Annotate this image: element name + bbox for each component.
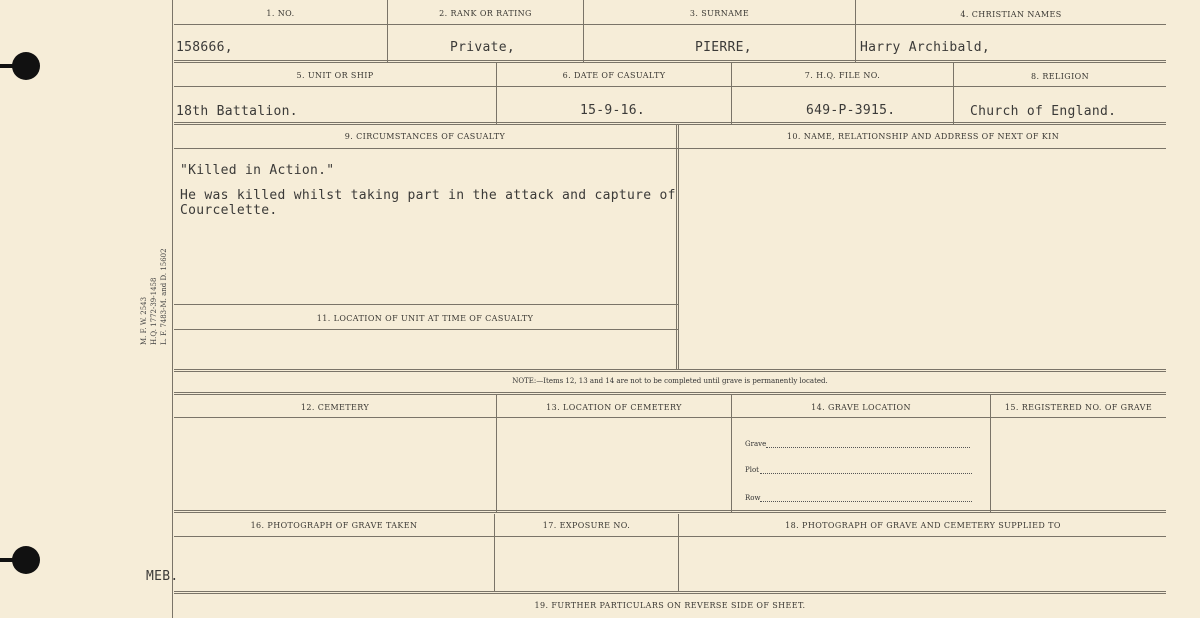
header-location-unit: 11. LOCATION OF UNIT AT TIME OF CASUALTY — [316, 314, 534, 323]
header-exposure: 17. EXPOSURE NO. — [542, 521, 631, 530]
header-cemetery: 12. CEMETERY — [300, 403, 370, 412]
rule — [174, 86, 1166, 87]
rule — [174, 536, 1166, 537]
rule — [678, 514, 679, 592]
value-circumstance-3: Courcelette. — [180, 203, 278, 218]
value-christian: Harry Archibald, — [860, 40, 991, 55]
rule — [174, 304, 678, 305]
rule — [174, 591, 1166, 594]
header-photo-taken: 16. PHOTOGRAPH OF GRAVE TAKEN — [250, 521, 418, 530]
rule — [174, 329, 678, 330]
header-christian: 4. CHRISTIAN NAMES — [960, 10, 1062, 19]
punch-hole-top — [12, 52, 40, 80]
side-print-2: H.Q. 1772-39-1458 — [150, 277, 158, 345]
rule — [174, 417, 1166, 418]
value-surname: PIERRE, — [695, 40, 752, 55]
note-text: NOTE:—Items 12, 13 and 14 are not to be completed until grave is permanently located. — [512, 377, 828, 385]
side-print-3: L. F. 7483-M. and D. 15602 — [160, 248, 168, 345]
header-no: 1. NO. — [266, 9, 295, 18]
header-rank: 2. RANK OR RATING — [439, 9, 532, 18]
rule — [676, 124, 677, 370]
value-religion: Church of England. — [970, 104, 1117, 119]
header-unit: 5. UNIT OR SHIP — [296, 71, 374, 80]
header-photo-supplied: 18. PHOTOGRAPH OF GRAVE AND CEMETERY SUPPLIED TO — [785, 521, 1061, 530]
punch-hole-bottom — [12, 546, 40, 574]
header-location-cemetery: 13. LOCATION OF CEMETERY — [546, 403, 682, 412]
dots-plot — [760, 473, 972, 474]
margin-rule — [172, 0, 173, 618]
value-no: 158666, — [176, 40, 233, 55]
rule — [174, 510, 1166, 513]
value-initials: MEB. — [146, 569, 179, 584]
value-circumstance-2: He was killed whilst taking part in the attack and capture of — [180, 188, 676, 203]
header-further: 19. FURTHER PARTICULARS ON REVERSE SIDE OF SHEET. — [534, 601, 806, 610]
value-unit: 18th Battalion. — [176, 104, 298, 119]
value-date: 15-9-16. — [580, 103, 646, 118]
rule — [174, 60, 1166, 63]
label-grave: Grave — [745, 440, 767, 448]
rule — [174, 122, 1166, 125]
rule — [678, 124, 679, 370]
header-religion: 8. RELIGION — [1030, 72, 1090, 81]
value-circumstance-1: "Killed in Action." — [180, 163, 335, 178]
rule — [174, 148, 1166, 149]
side-print-1: M. F. W. 2543 — [140, 296, 148, 345]
header-kin: 10. NAME, RELATIONSHIP AND ADDRESS OF NEXT OF KIN — [786, 132, 1060, 141]
header-date: 6. DATE OF CASUALTY — [562, 71, 666, 80]
header-surname: 3. SURNAME — [689, 9, 750, 18]
rule — [174, 24, 1166, 25]
value-hq: 649-P-3915. — [806, 103, 896, 118]
dots-row — [760, 501, 972, 502]
label-row: Row — [745, 494, 761, 502]
header-grave-location: 14. GRAVE LOCATION — [811, 403, 911, 412]
dots-grave — [766, 447, 970, 448]
rule — [174, 369, 1166, 372]
header-hq: 7. H.Q. FILE NO. — [804, 71, 881, 80]
header-circumstances: 9. CIRCUMSTANCES OF CASUALTY — [344, 132, 506, 141]
label-plot: Plot — [745, 466, 759, 474]
header-registered: 15. REGISTERED NO. OF GRAVE — [1004, 403, 1153, 412]
value-rank: Private, — [450, 40, 516, 55]
rule — [174, 392, 1166, 395]
